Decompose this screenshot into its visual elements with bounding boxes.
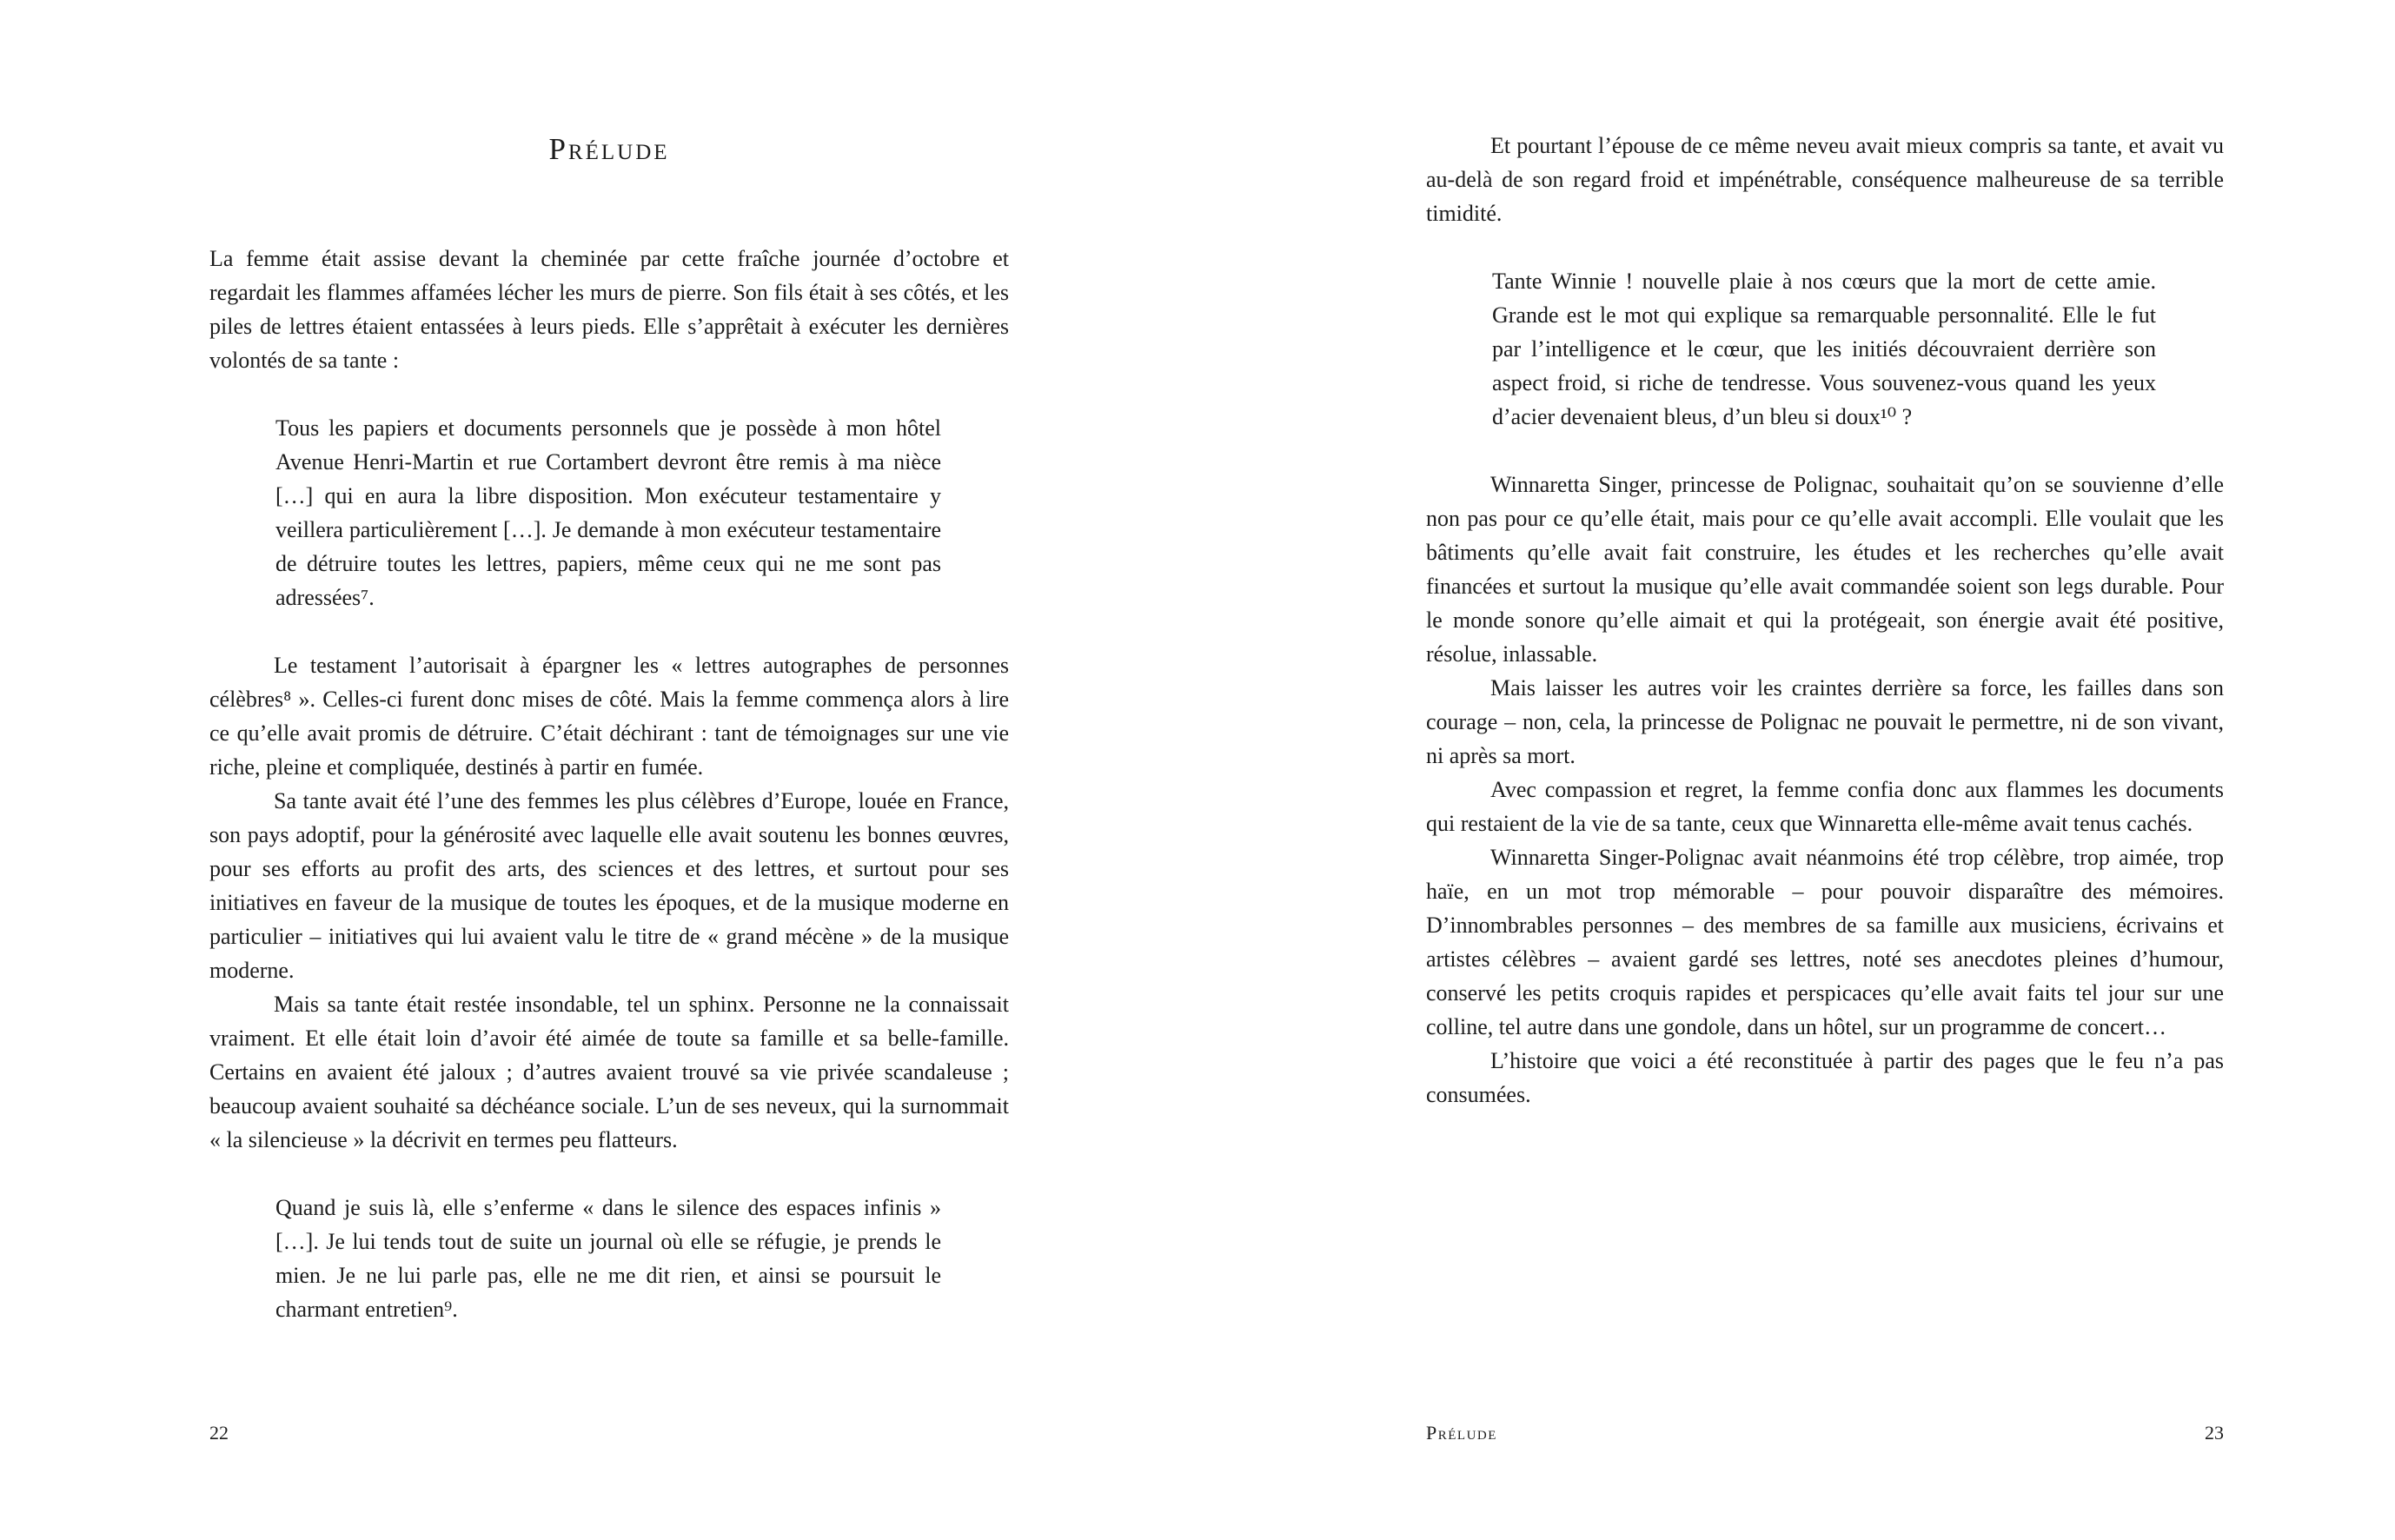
blockquote: Quand je suis là, elle s’enferme « dans le silence des espaces infinis » […]. Je lui tends tout de suite un journal où elle se réfugie, je prends le mien. Je ne lui parle pas, elle ne me dit rien, et ainsi se poursuit le charmant entretien⁹. [275,1195,941,1322]
paragraph: Et pourtant l’épouse de ce même neveu avait mieux compris sa tante, et avait vu au-delà de son regard froid et impénétrable, conséquence malheureuse de sa terrible timidité. [1426,133,2224,226]
right-page-body [1426,129,2224,1112]
paragraph: La femme était assise devant la cheminée par cette fraîche journée d’octobre et regardait les flammes affamées lécher les murs de pierre. Son fils était à ses côtés, et les piles de lettres étaient entassées à leurs pieds. Elle s’apprêtait à exécuter les dernières volontés de sa tante : [209,246,1009,373]
running-title: Prélude [1426,1422,1497,1444]
left-page-number: 22 [209,1422,229,1444]
paragraph: Le testament l’autorisait à épargner les « lettres autographes de personnes célèbres⁸ ». Celles-ci furent donc mises de côté. Mais la femme commença alors à lire ce qu’elle avait promis de détruire. C’était déchirant : tant de témoignages sur une vie riche, pleine et compliquée, destinés à partir en fumée. [209,653,1009,780]
left-page-body [209,242,1009,1326]
right-page [1426,129,2224,1112]
left-page [209,132,1009,1360]
blockquote: Tante Winnie ! nouvelle plaie à nos cœurs que la mort de cette amie. Grande est le mot qui explique sa remarquable personnalité. Elle le fut par l’intelligence et le cœur, que les initiés découvraient derrière son aspect froid, si riche de tendresse. Vous souvenez-vous quand les yeux d’acier devenaient bleus, d’un bleu si doux¹⁰ ? [1492,269,2156,429]
paragraph: Winnaretta Singer, princesse de Polignac, souhaitait qu’on se souvienne d’elle non pas pour ce qu’elle était, mais pour ce qu’elle avait accompli. Elle voulait que les bâtiments qu’elle avait fait construire, les études et les recherches qu’elle avait financées et surtout la musique qu’elle avait commandée soient son legs durable. Pour le monde sonore qu’elle aimait et qui la protégeait, son énergie avait été positive, résolue, inlassable. [1426,472,2224,667]
paragraph: Avec compassion et regret, la femme confia donc aux flammes les documents qui restaient de la vie de sa tante, ceux que Winnaretta elle-même avait tenus cachés. [1426,777,2224,836]
chapter-title: Prélude [548,132,670,166]
paragraph: Mais laisser les autres voir les craintes derrière sa force, les failles dans son courage – non, cela, la princesse de Polignac ne pouvait le permettre, ni de son vivant, ni après sa mort. [1426,675,2224,768]
blockquote: Tous les papiers et documents personnels que je possède à mon hôtel Avenue Henri-Martin et rue Cortambert devront être remis à ma nièce […] qui en aura la libre disposition. Mon exécuteur testamentaire y veillera particulièrement […]. Je demande à mon exécuteur testamentaire de détruire toutes les lettres, papiers, même ceux qui ne me sont pas adressées⁷. [275,415,941,610]
left-page-footer [209,1422,1009,1444]
paragraph: Winnaretta Singer-Polignac avait néanmoins été trop célèbre, trop aimée, trop haïe, en un mot trop mémorable – pour pouvoir disparaître des mémoires. D’innombrables personnes – des membres de sa famille aux musiciens, écrivains et artistes célèbres – avaient gardé ses lettres, noté ses anecdotes pleines d’humour, conservé les petits croquis rapides et perspicaces qu’elle avait faits tel jour sur une colline, tel autre dans une gondole, dans un hôtel, sur un programme de concert… [1426,845,2224,1039]
paragraph: Sa tante avait été l’une des femmes les plus célèbres d’Europe, louée en France, son pays adoptif, pour la générosité avec laquelle elle avait soutenu les bonnes œuvres, pour ses efforts au profit des arts, des sciences et des lettres, et surtout pour ses initiatives en faveur de la musique de toutes les époques, et de la musique moderne en particulier – initiatives qui lui avaient valu le titre de « grand mécène » de la musique moderne. [209,788,1009,983]
paragraph: L’histoire que voici a été reconstituée à partir des pages que le feu n’a pas consumées. [1426,1048,2224,1107]
paragraph: Mais sa tante était restée insondable, tel un sphinx. Personne ne la connaissait vraiment. Et elle était loin d’avoir été aimée de toute sa famille et sa belle-famille. Certains en avaient été jaloux ; d’autres avaient trouvé sa vie privée scandaleuse ; beaucoup avaient souhaité sa déchéance sociale. L’un de ses neveux, qui la surnommait « la silencieuse » la décrivit en termes peu flatteurs. [209,992,1009,1152]
right-page-footer [1426,1422,2224,1444]
right-page-number: 23 [2205,1422,2224,1444]
